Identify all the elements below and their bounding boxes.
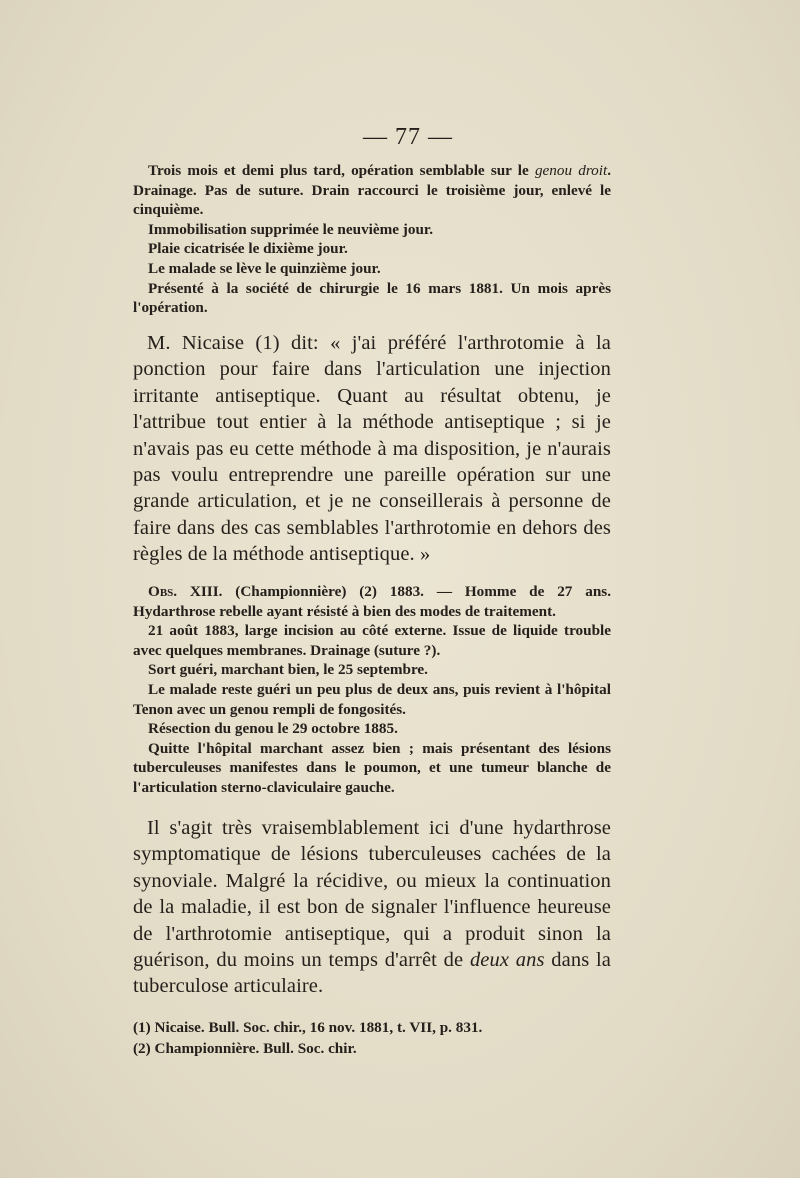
- italic-text: genou droit: [534, 162, 608, 179]
- italic-text: deux ans: [469, 949, 545, 972]
- text-run: . Drainage. Pas de suture. Drain raccourci le troisième jour, enlevé le cinquième.: [133, 162, 611, 219]
- paragraph-text: [133, 815, 611, 1000]
- text-run: Il s'agit très vraisemblablement ici d'une hydarthrose symptomatique de lésions tuberculeuses cachées de la synoviale. Malgré la récidive, ou mieux la continuation de la maladie, il est bon de signaler l'influence heureuse de l'arthrotomie antiseptique, qui a produit sinon la guérison, du moins un temps d'arrêt de: [133, 817, 611, 972]
- case-note-line: Le malade se lève le quinzième jour.: [148, 259, 381, 277]
- observation-heading-line: [133, 582, 611, 621]
- observation-block: [133, 582, 611, 798]
- case-note-line: Plaie cicatrisée le dixième jour.: [148, 240, 348, 258]
- page-number: — 77 —: [363, 124, 453, 150]
- obs-label: Obs: [148, 583, 174, 600]
- case-note-line: Présenté à la société de chirurgie le 16 mars 1881. Un mois après l'opération.: [133, 279, 611, 317]
- text-run: Trois mois et demi plus tard, opération semblable sur le: [148, 162, 535, 179]
- main-paragraph-1: [133, 330, 611, 568]
- text-run: ) (2) 1883. — Homme de 27 ans. Hydarthrose rebelle ayant résisté à bien des modes de traitement.: [133, 583, 611, 620]
- main-paragraph-2: [133, 815, 611, 1000]
- observation-line: Résection du genou le 29 octobre 1885.: [148, 720, 398, 738]
- author-name: Championnière: [240, 583, 342, 600]
- paragraph-text: M. Nicaise (1) dit: « j'ai préféré l'arthrotomie à la ponction pour faire dans l'articulation une injection irritante antiseptique. Quant au résultat obtenu, je l'attribue tout entier à la méthode antiseptique ; si je n'avais pas eu cette méthode à ma disposition, je n'aurais pas voulu entreprendre une pareille opération sur une grande articulation, et je ne conseillerais à personne de faire dans des cas semblables l'arthrotomie en dehors des règles de la méthode antiseptique. »: [133, 332, 611, 566]
- observation-line: 21 août 1883, large incision au côté externe. Issue de liquide trouble avec quelques membranes. Drainage (suture ?).: [133, 622, 611, 659]
- footnote-1: (1) Nicaise. Bull. Soc. chir., 16 nov. 1881, t. VII, p. 831.: [133, 1019, 483, 1036]
- case-note-line: Immobilisation supprimée le neuvième jour.: [148, 220, 434, 238]
- observation-line: Quitte l'hôpital marchant assez bien ; mais présentant des lésions tuberculeuses manifestes dans le poumon, et une tumeur blanche de l'articulation sterno-claviculaire gauche.: [133, 739, 611, 796]
- footnote-2: (2) Championnière. Bull. Soc. chir.: [133, 1040, 357, 1057]
- case-note-line: [133, 161, 611, 220]
- observation-line: Le malade reste guéri un peu plus de deux ans, puis revient à l'hôpital Tenon avec un genou rempli de fongosités.: [133, 680, 611, 718]
- footnotes: [133, 1017, 611, 1059]
- text-run: . XIII. (: [173, 583, 241, 600]
- case-notes-block: [133, 161, 611, 318]
- text-run: dans la tuberculose articulaire.: [133, 949, 611, 998]
- observation-line: Sort guéri, marchant bien, le 25 septembre.: [148, 661, 428, 679]
